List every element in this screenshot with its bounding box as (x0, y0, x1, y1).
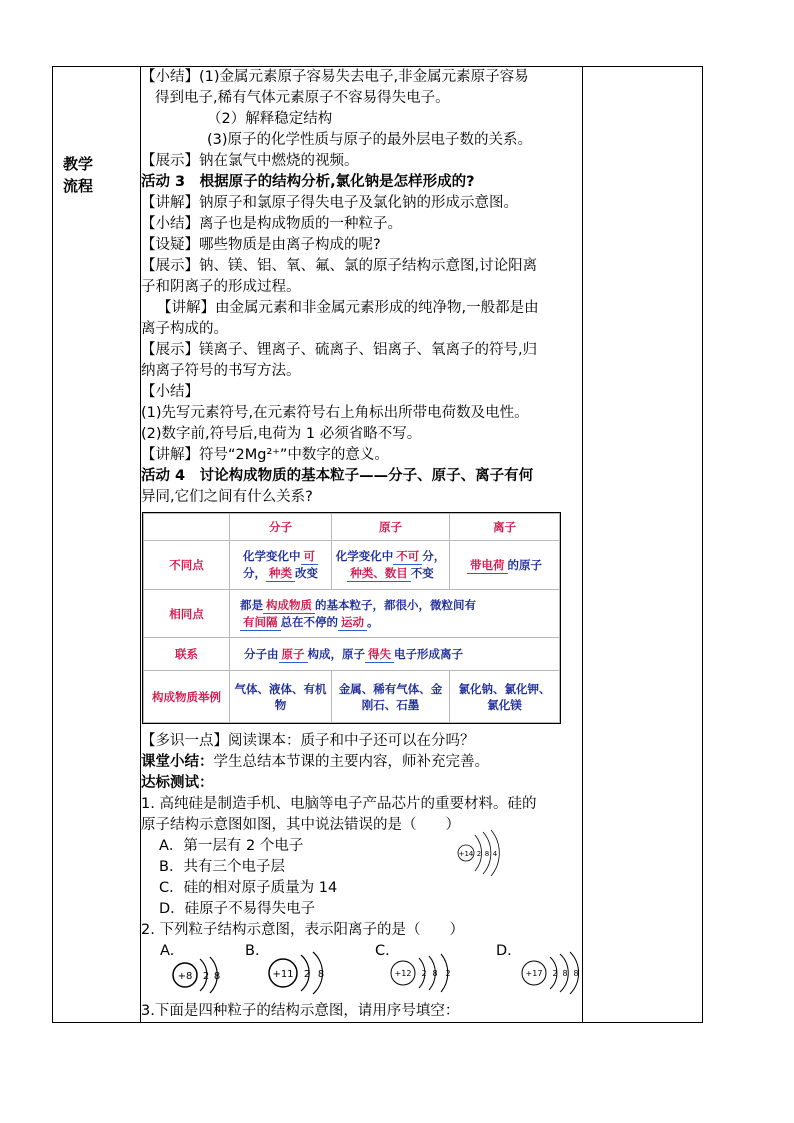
text-line: (2)数字前,符号后,电荷为 1 必须省略不写。 (141, 426, 422, 442)
shell-count: 8 (484, 850, 490, 858)
option-letter: A. (160, 943, 175, 959)
text-line: 课堂小结：学生总结本节课的主要内容，师补充完善。 (141, 754, 489, 770)
text-line: 【展示】镁离子、锂离子、硫离子、铝离子、氧离子的符号,归 (141, 342, 538, 358)
choice-d: D．硅原子不易得失电子 (159, 901, 316, 917)
svg-text:+11: +11 (272, 969, 294, 980)
option-d-diagram (518, 951, 584, 995)
option-letter: D. (496, 943, 512, 959)
svg-text:8: 8 (562, 969, 568, 978)
question-text: 2. 下列粒子结构示意图，表示阳离子的是（ ） (141, 922, 464, 938)
svg-text:+17: +17 (525, 969, 543, 978)
question-text: 1. 高纯硅是制造手机、电脑等电子产品芯片的重要材料。硅的 (141, 796, 537, 812)
svg-text:2: 2 (303, 969, 311, 980)
particle-comparison-table (142, 512, 561, 724)
shell-count: 4 (492, 850, 498, 858)
svg-text:+12: +12 (394, 969, 412, 978)
nucleus-label: +14 (458, 850, 474, 858)
svg-text:8: 8 (317, 969, 325, 980)
section-label (63, 153, 123, 197)
text-line: 【多识一点】阅读课本：质子和中子还可以在分吗？ (141, 733, 475, 749)
section-label-line: 流程 (63, 177, 94, 195)
svg-text:8: 8 (213, 971, 221, 982)
choice-a: A．第一层有 2 个电子 (159, 838, 304, 854)
choice-b: B．共有三个电子层 (159, 859, 285, 875)
svg-text:2: 2 (552, 969, 558, 978)
table-cell: 金属、稀有气体、金刚石、石墨 (332, 671, 450, 723)
text-line: 【小结】(1)金属元素原子容易失去电子,非金属元素原子容易 (141, 69, 529, 85)
table-cell: 化学变化中 可分， 种类 改变 (230, 541, 332, 590)
text-line: 【讲解】钠原子和氯原子得失电子及氯化钠的形成示意图。 (141, 195, 518, 211)
question-text: 3.下面是四种粒子的结构示意图，请用序号填空： (141, 1003, 460, 1019)
svg-text:2: 2 (445, 969, 451, 978)
option-b-diagram (265, 951, 335, 995)
text-line: 【小结】离子也是构成物质的一种粒子。 (141, 216, 402, 232)
text-line: 【展示】钠、镁、铝、氧、氟、氯的原子结构示意图,讨论阳离 (141, 258, 538, 274)
activity-heading: 活动 3 根据原子的结构分析,氯化钠是怎样形成的? (141, 174, 475, 190)
table-header-ion: 离子 (450, 514, 560, 541)
text-line: 【讲解】由金属元素和非金属元素形成的纯净物,一般都是由 (157, 300, 539, 316)
choice-c: C．硅的相对原子质量为 14 (159, 880, 338, 896)
svg-text:8: 8 (432, 969, 438, 978)
table-header-molecule: 分子 (230, 514, 332, 541)
text-line: 【展示】钠在氯气中燃烧的视频。 (141, 153, 359, 169)
text-line: 离子构成的。 (141, 321, 228, 337)
option-letter: C. (375, 943, 390, 959)
svg-text:2: 2 (202, 971, 210, 982)
shell-count: 2 (476, 850, 482, 858)
option-a-diagram (170, 955, 230, 995)
text-line: 纳离子符号的书写方法。 (141, 363, 301, 379)
table-cell: 分子由 原子 构成，原子 得失 电子形成离子 (230, 638, 560, 671)
table-cell: 气体、液体、有机物 (230, 671, 332, 723)
activity-heading: 活动 4 讨论构成物质的基本粒子——分子、原子、离子有何 (141, 468, 534, 484)
text-line: 子和阴离子的形成过程。 (141, 279, 301, 295)
text-line: (3)原子的化学性质与原子的最外层电子数的关系。 (207, 132, 533, 148)
text-line: 异同,它们之间有什么关系? (141, 489, 313, 505)
question-text: 原子结构示意图如图，其中说法错误的是（ ） (141, 817, 460, 833)
row-label: 联系 (144, 638, 230, 671)
row-label: 相同点 (144, 590, 230, 638)
row-label: 不同点 (144, 541, 230, 590)
test-heading: 达标测试： (141, 775, 214, 791)
silicon-atom-diagram (451, 829, 513, 877)
text-line: 【设疑】哪些物质是由离子构成的呢? (141, 237, 381, 253)
table-cell: 化学变化中 不可 分，种类、数目 不变 (332, 541, 450, 590)
text-line: 【讲解】符号“2Mg²⁺”中数字的意义。 (141, 447, 389, 463)
table-cell: 带电荷 的原子 (450, 541, 560, 590)
text-line: 【小结】 (141, 384, 199, 400)
section-label-line: 教学 (63, 155, 94, 173)
option-c-diagram (387, 953, 461, 993)
table-header-atom: 原子 (332, 514, 450, 541)
text-line: 得到电子,稀有气体元素原子不容易得失电子。 (155, 90, 450, 106)
svg-text:2: 2 (421, 969, 427, 978)
lesson-table (52, 66, 703, 1023)
row-label: 构成物质举例 (144, 671, 230, 723)
svg-text:8: 8 (573, 969, 579, 978)
column-divider-right (582, 67, 583, 1022)
text-line: (1)先写元素符号,在元素符号右上角标出所带电荷数及电性。 (141, 405, 529, 421)
table-cell: 都是 构成物质 的基本粒子，都很小，微粒间有 有间隔 总在不停的 运动 。 (230, 590, 560, 638)
table-cell: 氯化钠、氯化钾、氯化镁 (450, 671, 560, 723)
text-line: （2）解释稳定结构 (207, 111, 333, 127)
svg-text:+8: +8 (177, 971, 193, 982)
table-header-empty (144, 514, 230, 541)
option-letter: B. (245, 943, 260, 959)
